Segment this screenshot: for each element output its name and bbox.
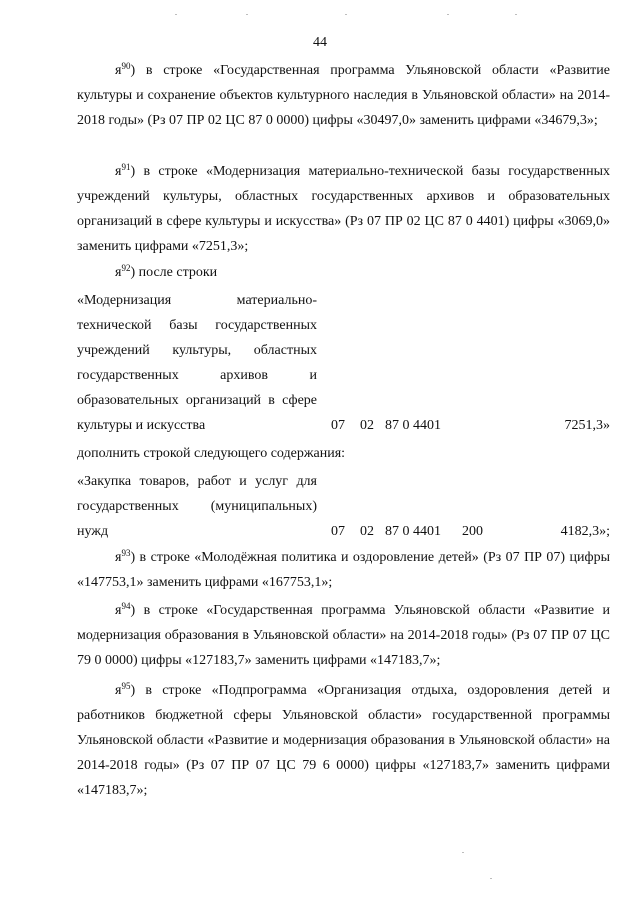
amendment-paragraph: [77, 159, 610, 259]
scan-mark: [175, 14, 177, 15]
item-marker: я: [115, 603, 122, 618]
paragraph-text: ) после строки: [130, 265, 218, 280]
paragraph-text: ) в строке «Государственная программа Ульяновской области «Развитие культуры и сохранение объектов культурного наследия в Ульяновской области» на 2014-2018 годы» (Рз 07 ПР 02 ЦС 87 0 0000) цифры «30497,0» заменить цифрами «34679,3»;: [77, 63, 610, 128]
scan-mark: [490, 878, 492, 879]
supplement-line: дополнить строкой следующего содержания:: [77, 446, 346, 461]
item-number: 93: [121, 548, 131, 558]
amendment-paragraph: [77, 260, 610, 285]
item-number: 92: [121, 263, 131, 273]
cell-rz: 07: [331, 524, 345, 539]
paragraph-text: ) в строке «Подпрограмма «Организация отдыха, оздоровления детей и работников бюджетной сферы Ульяновской области» государственной программы Ульяновской области «Развитие и модернизация образования в Ульяновской области» на 2014-2018 годы» (Рз 07 ПР 07 ЦС 79 6 0000) цифры «127183,7» заменить цифрами «147183,7»;: [77, 683, 610, 798]
cell-cs: 87 0 4401: [385, 524, 441, 539]
page-number: 44: [313, 35, 327, 50]
amendment-paragraph: [77, 598, 610, 673]
scan-mark: [515, 14, 517, 15]
cell-amount: 4182,3»;: [560, 524, 610, 539]
cell-pr: 02: [360, 524, 374, 539]
item-number: 94: [121, 601, 131, 611]
item-marker: я: [115, 164, 122, 179]
item-marker: я: [115, 550, 122, 565]
item-number: 90: [121, 61, 131, 71]
amendment-paragraph: [77, 545, 610, 595]
paragraph-text: ) в строке «Молодёжная политика и оздоровление детей» (Рз 07 ПР 07) цифры «147753,1» заменить цифрами «167753,1»;: [77, 550, 610, 590]
item-marker: я: [115, 265, 122, 280]
row-name: «Модернизация материально-технической базы государственных учреждений культуры, областных государственных архивов и образовательных организаций в сфере культуры и искусства: [77, 293, 317, 433]
scan-mark: [447, 14, 449, 15]
amendment-paragraph: [77, 678, 610, 803]
scan-mark: [462, 852, 464, 853]
cell-pr: 02: [360, 418, 374, 433]
scan-mark: [246, 14, 248, 15]
cell-amount: 7251,3»: [564, 418, 610, 433]
item-number: 91: [121, 162, 131, 172]
row-name: «Закупка товаров, работ и услуг для государственных (муниципальных) нужд: [77, 474, 317, 539]
item-marker: я: [115, 683, 122, 698]
cell-vr: 200: [462, 524, 483, 539]
paragraph-text: ) в строке «Государственная программа Ульяновской области «Развитие и модернизация образования в Ульяновской области» на 2014-2018 годы» (Рз 07 ПР 07 ЦС 79 0 0000) цифры «127183,7» заменить цифрами «147183,7»;: [77, 603, 610, 668]
cell-cs: 87 0 4401: [385, 418, 441, 433]
scan-mark: [345, 14, 347, 15]
amendment-paragraph: [77, 58, 610, 133]
cell-rz: 07: [331, 418, 345, 433]
item-number: 95: [121, 681, 131, 691]
paragraph-text: ) в строке «Модернизация материально-технической базы государственных учреждений культуры, областных государственных архивов и образовательных организаций в сфере культуры и искусства» (Рз 07 ПР 02 ЦС 87 0 4401) цифры «3069,0» заменить цифрами «7251,3»;: [77, 164, 610, 254]
item-marker: я: [115, 63, 122, 78]
